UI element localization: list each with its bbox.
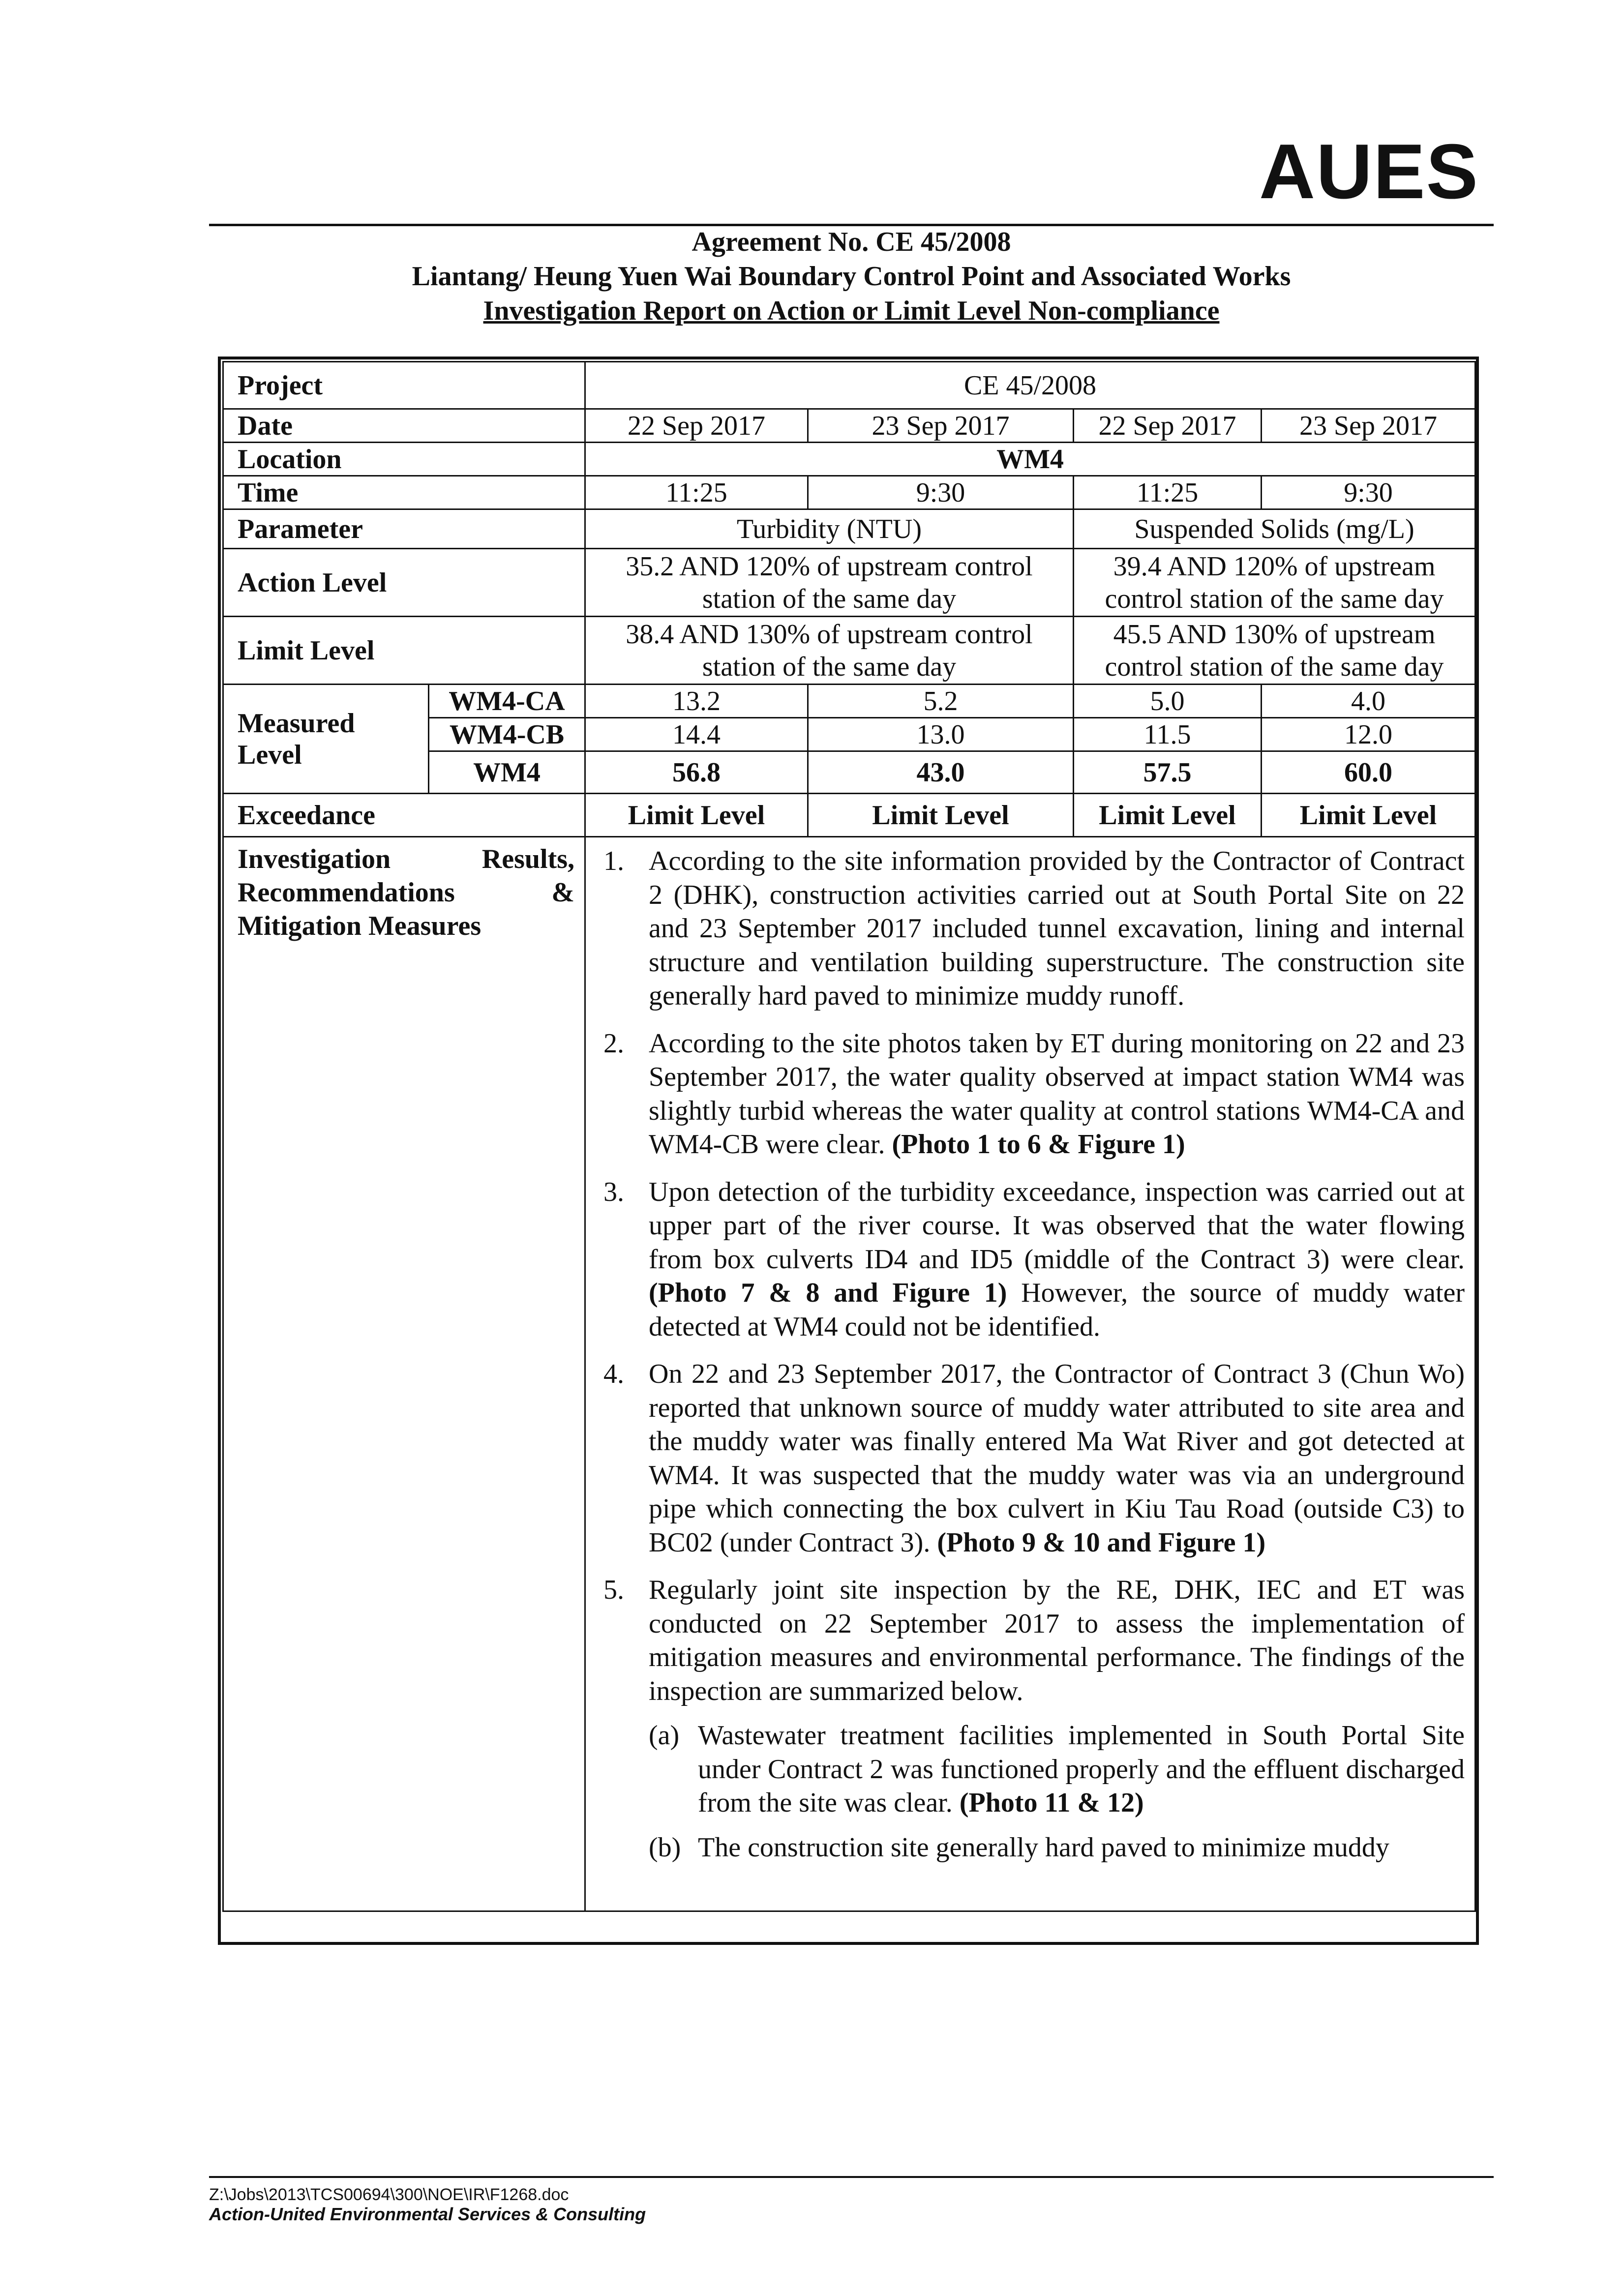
sub-item-text: Wastewater treatment facilities implemented in South Portal Site under Contract 2 was functioned properly and the effluent discharged from the site was clear. [698, 1720, 1465, 1818]
sub-item [649, 1831, 1465, 1865]
footer-rule [209, 2176, 1494, 2178]
limit-ss-line: 45.5 AND 130% of upstream [1113, 619, 1436, 650]
location-label: Location [223, 443, 585, 476]
limit-level-ss [1074, 617, 1475, 685]
date-cell: 22 Sep 2017 [585, 409, 808, 443]
measured-value-exceeded: 60.0 [1262, 751, 1475, 794]
action-ss-line: 39.4 AND 120% of upstream [1113, 551, 1436, 582]
measured-value: 12.0 [1262, 718, 1475, 751]
finding-number: 5. [603, 1575, 624, 1605]
project-value: CE 45/2008 [585, 362, 1475, 409]
sub-item-number: (b) [649, 1832, 681, 1863]
row-project [223, 362, 1475, 409]
row-measured-ca [223, 685, 1475, 718]
project-label: Project [223, 362, 585, 409]
limit-level-label: Limit Level [223, 617, 585, 685]
station-name: WM4-CB [429, 718, 585, 751]
photo-reference: (Photo 7 & 8 and Figure 1) [649, 1278, 1007, 1308]
measured-level-label [223, 685, 429, 794]
agreement-number: Agreement No. CE 45/2008 [692, 227, 1011, 257]
action-level-label: Action Level [223, 549, 585, 617]
location-value: WM4 [585, 443, 1475, 476]
sub-item-number: (a) [649, 1720, 680, 1751]
finding-number: 1. [603, 846, 624, 876]
limit-turbidity-line: 38.4 AND 130% of upstream control [626, 619, 1033, 650]
finding-item [596, 1027, 1465, 1162]
action-turbidity-line: 35.2 AND 120% of upstream control [626, 551, 1033, 582]
exceedance-cell: Limit Level [1074, 794, 1262, 837]
measured-label-line: Level [238, 739, 302, 770]
footer-file-path: Z:\Jobs\2013\TCS00694\300\NOE\IR\F1268.doc [209, 2185, 569, 2204]
time-cell: 9:30 [1262, 476, 1475, 509]
report-title: Investigation Report on Action or Limit Level Non-compliance [483, 296, 1220, 326]
measured-value: 13.2 [585, 685, 808, 718]
exceedance-cell: Limit Level [585, 794, 808, 837]
photo-reference: (Photo 11 & 12) [959, 1788, 1144, 1818]
investigation-label-line: Mitigation Measures [238, 911, 481, 941]
date-cell: 22 Sep 2017 [1074, 409, 1262, 443]
measured-value-exceeded: 43.0 [808, 751, 1074, 794]
measured-value: 4.0 [1262, 685, 1475, 718]
finding-text-tail: However, the source of muddy water detected at WM4 could not be identified. [649, 1278, 1465, 1342]
row-date [223, 409, 1475, 443]
measured-value: 5.0 [1074, 685, 1262, 718]
row-parameter [223, 509, 1475, 549]
measured-value: 14.4 [585, 718, 808, 751]
sub-item [649, 1719, 1465, 1820]
limit-ss-line: control station of the same day [1105, 651, 1444, 682]
finding-number: 4. [603, 1359, 624, 1389]
finding-text: According to the site information provided by the Contractor of Contract 2 (DHK), construction activities carried out at South Portal Site on 22 and 23 September 2017 included tunnel excavation, lining and internal structure and ventilation building superstructure. The construction site generally hard paved to minimize muddy runoff. [649, 846, 1465, 1011]
project-title: Liantang/ Heung Yuen Wai Boundary Control Point and Associated Works [412, 261, 1291, 292]
parameter-turbidity: Turbidity (NTU) [585, 509, 1074, 549]
action-turbidity-line: station of the same day [702, 583, 957, 614]
date-cell: 23 Sep 2017 [1262, 409, 1475, 443]
row-location [223, 443, 1475, 476]
finding-item [596, 1573, 1465, 1864]
measured-value: 13.0 [808, 718, 1074, 751]
finding-item [596, 1175, 1465, 1344]
photo-reference: (Photo 1 to 6 & Figure 1) [892, 1129, 1185, 1160]
finding-item [596, 1357, 1465, 1559]
finding-text: On 22 and 23 September 2017, the Contractor of Contract 3 (Chun Wo) reported that unknown source of muddy water attributed to site area and the muddy water was finally entered Ma Wat River and got detected at WM4. It was suspected that the muddy water was via an underground pipe which connecting the box culvert in Kiu Tau Road (outside C3) to BC02 (under Contract 3). [649, 1359, 1465, 1558]
finding-number: 3. [603, 1176, 624, 1207]
exceedance-cell: Limit Level [1262, 794, 1475, 837]
limit-turbidity-line: station of the same day [702, 651, 957, 682]
finding-text: According to the site photos taken by ET during monitoring on 22 and 23 September 2017, the water quality observed at impact station WM4 was slightly turbid whereas the water quality at control stations WM4-CA and WM4-CB were clear. [649, 1028, 1465, 1160]
measured-value-exceeded: 56.8 [585, 751, 808, 794]
investigation-label-line [238, 842, 574, 876]
recommendations-word: Recommendations [238, 877, 455, 908]
finding-item [596, 844, 1465, 1013]
measured-value: 11.5 [1074, 718, 1262, 751]
report-table [222, 361, 1476, 1912]
investigation-content [585, 837, 1475, 1911]
parameter-suspended-solids: Suspended Solids (mg/L) [1074, 509, 1475, 549]
ampersand: & [551, 877, 574, 908]
parameter-label: Parameter [223, 509, 585, 549]
measured-value: 5.2 [808, 685, 1074, 718]
results-word: Results, [481, 844, 574, 874]
time-cell: 9:30 [808, 476, 1074, 509]
date-cell: 23 Sep 2017 [808, 409, 1074, 443]
station-name: WM4-CA [429, 685, 585, 718]
investigation-label-line [238, 876, 574, 909]
station-name: WM4 [429, 751, 585, 794]
row-exceedance [223, 794, 1475, 837]
measured-value-exceeded: 57.5 [1074, 751, 1262, 794]
finding-text: Regularly joint site inspection by the RE, DHK, IEC and ET was conducted on 22 September 2017 to assess the implementation of mitigation measures and environmental performance. The findings of the inspection are summarized below. [649, 1575, 1465, 1706]
measured-label-line: Measured [238, 708, 355, 739]
footer-company: Action-United Environmental Services & Consulting [209, 2204, 646, 2224]
time-label: Time [223, 476, 585, 509]
limit-level-turbidity [585, 617, 1074, 685]
row-action-level [223, 549, 1475, 617]
aues-logo: AUES [1259, 128, 1479, 215]
row-limit-level [223, 617, 1475, 685]
exceedance-label: Exceedance [223, 794, 585, 837]
sub-item-text: The construction site generally hard paved to minimize muddy [698, 1832, 1389, 1863]
action-level-turbidity [585, 549, 1074, 617]
exceedance-cell: Limit Level [808, 794, 1074, 837]
time-cell: 11:25 [1074, 476, 1262, 509]
findings-list [586, 837, 1474, 1864]
finding-text: Upon detection of the turbidity exceedance, inspection was carried out at upper part of the river course. It was observed that the water flowing from box culverts ID4 and ID5 (middle of the Contract 3) were clear. [649, 1176, 1465, 1275]
investigation-label [223, 837, 585, 1911]
investigation-word: Investigation [238, 844, 391, 874]
time-cell: 11:25 [585, 476, 808, 509]
row-time [223, 476, 1475, 509]
row-investigation [223, 837, 1475, 1911]
finding-number: 2. [603, 1028, 624, 1059]
date-label: Date [223, 409, 585, 443]
photo-reference: (Photo 9 & 10 and Figure 1) [937, 1527, 1266, 1558]
action-ss-line: control station of the same day [1105, 583, 1444, 614]
action-level-ss [1074, 549, 1475, 617]
